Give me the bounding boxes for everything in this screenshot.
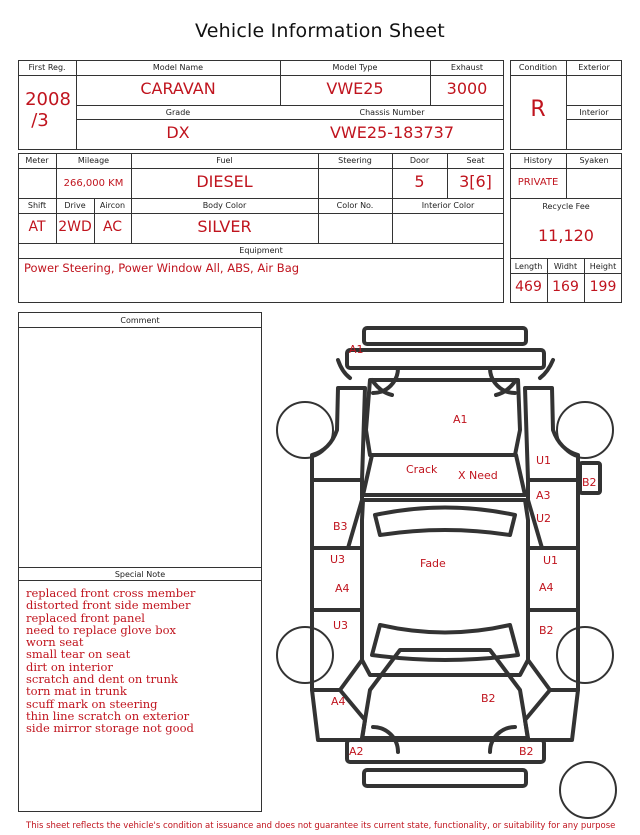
- history-label: History: [523, 156, 553, 165]
- damage-mark: A3: [536, 489, 551, 502]
- damage-mark: B2: [519, 745, 534, 758]
- condition-grade: R: [530, 97, 546, 122]
- windshield-shape: [363, 455, 525, 495]
- rear-bumper-lower: [364, 770, 526, 786]
- sheet-title: Vehicle Information Sheet: [195, 20, 445, 42]
- special-note-item: replaced front panel: [26, 610, 145, 625]
- interior-color-label: Interior Color: [421, 201, 475, 210]
- aircon-value: AC: [102, 219, 123, 235]
- exhaust-value: 3000: [446, 79, 488, 98]
- first-reg-year: 2008: [25, 89, 71, 110]
- wheel-rear-left: [277, 627, 333, 683]
- damage-mark: A4: [335, 582, 350, 595]
- model-name-label: Model Name: [152, 63, 204, 72]
- body-color-label: Body Color: [202, 201, 247, 210]
- drive-label: Drive: [64, 201, 86, 210]
- meter-label: Meter: [25, 156, 49, 165]
- front-bumper-lower: [347, 350, 544, 368]
- special-note-item: side mirror storage not good: [26, 721, 194, 736]
- right-rear-quarter: [525, 690, 578, 740]
- mileage-value: 266,000 KM: [63, 178, 124, 189]
- special-note-item: worn seat: [26, 635, 84, 650]
- damage-mark: A4: [331, 695, 346, 708]
- height-label: Height: [589, 262, 617, 271]
- exhaust-label: Exhaust: [450, 63, 484, 72]
- height-value: 199: [589, 279, 617, 295]
- damage-mark: A1: [453, 413, 468, 426]
- disclaimer-footer: This sheet reflects the vehicle's condition at issuance and does not guarantee its current state, functionality, or suitability for any purpose: [26, 821, 616, 831]
- chassis-number-value: VWE25-183737: [329, 123, 455, 142]
- length-value: 469: [515, 279, 542, 295]
- equipment-value: Power Steering, Power Window All, ABS, Air Bag: [24, 261, 300, 275]
- model-type-value: VWE25: [326, 79, 384, 98]
- length-label: Length: [514, 262, 543, 271]
- damage-mark: B2: [539, 624, 554, 637]
- grade-value: DX: [166, 123, 190, 142]
- front-bumper-shape: [364, 328, 526, 344]
- width-label: Widht: [553, 262, 578, 271]
- wheel-front-left: [277, 402, 333, 458]
- special-note-item: small tear on seat: [26, 647, 131, 662]
- special-note-item: replaced front cross member: [26, 586, 196, 600]
- condition-label: Condition: [518, 63, 558, 72]
- damage-mark: Crack: [406, 463, 438, 476]
- model-name-value: CARAVAN: [140, 79, 216, 98]
- comment-box: [18, 312, 262, 568]
- damage-mark: U2: [536, 512, 552, 525]
- exterior-label: Exterior: [578, 63, 610, 72]
- special-note-item: scratch and dent on trunk: [26, 672, 178, 687]
- body-color-value: SILVER: [197, 217, 252, 236]
- wheel-rear-right: [557, 627, 613, 683]
- back-door-shape: [362, 650, 528, 738]
- door-value: 5: [414, 172, 425, 191]
- damage-mark: X Need: [458, 469, 498, 482]
- chassis-number-label: Chassis Number: [359, 108, 425, 117]
- special-note-item: dirt on interior: [26, 659, 113, 674]
- damage-mark: Fade: [420, 557, 446, 570]
- first-reg-month: /3: [31, 110, 49, 131]
- special-note-item: need to replace glove box: [26, 622, 177, 637]
- recycle-fee-value: 11,120: [538, 226, 594, 245]
- special-note-item: scuff mark on steering: [26, 696, 158, 711]
- special-note-item: torn mat in trunk: [26, 684, 127, 699]
- special-note-item: thin line scratch on exterior: [26, 708, 190, 723]
- first-reg-label: First Reg.: [28, 63, 66, 72]
- shift-label: Shift: [27, 201, 47, 210]
- fuel-label: Fuel: [216, 156, 233, 165]
- seat-label: Seat: [466, 156, 485, 165]
- wheel-front-right: [557, 402, 613, 458]
- left-front-fender: [312, 388, 365, 480]
- special-note-label: Special Note: [114, 570, 166, 579]
- damage-mark: A4: [539, 581, 554, 594]
- fuel-value: DIESEL: [196, 172, 253, 191]
- syaken-label: Syaken: [579, 156, 609, 165]
- steering-label: Steering: [338, 156, 372, 165]
- interior-label: Interior: [579, 108, 609, 117]
- rear-bumper-shape: [347, 740, 544, 762]
- color-no-label: Color No.: [336, 201, 374, 210]
- vehicle-damage-diagram: [270, 320, 630, 820]
- equipment-label: Equipment: [239, 246, 283, 255]
- grade-label: Grade: [165, 108, 191, 117]
- damage-mark: A2: [349, 745, 364, 758]
- damage-mark: U3: [330, 553, 346, 566]
- damage-mark: U1: [536, 454, 552, 467]
- seat-value: 3[6]: [459, 172, 492, 191]
- right-front-fender: [525, 388, 578, 480]
- spare-wheel: [560, 762, 616, 818]
- model-type-label: Model Type: [332, 63, 378, 72]
- damage-mark: B2: [582, 476, 597, 489]
- history-value: PRIVATE: [517, 177, 559, 188]
- hood-shape: [366, 380, 520, 455]
- comment-label: Comment: [120, 316, 160, 325]
- aircon-label: Aircon: [99, 201, 126, 210]
- damage-mark: B2: [481, 692, 496, 705]
- damage-mark: B3: [333, 520, 348, 533]
- damage-mark: A1: [349, 343, 364, 356]
- damage-mark: U3: [333, 619, 349, 632]
- left-front-door: [312, 480, 362, 548]
- drive-value: 2WD: [58, 219, 92, 235]
- door-label: Door: [409, 156, 430, 165]
- shift-value: AT: [28, 219, 46, 235]
- damage-mark: U1: [543, 554, 559, 567]
- recycle-fee-label: Recycle Fee: [542, 202, 590, 211]
- special-notes-list: [26, 587, 195, 735]
- mileage-label: Mileage: [77, 156, 110, 165]
- width-value: 169: [552, 279, 579, 295]
- special-note-item: distorted front side member: [26, 598, 191, 613]
